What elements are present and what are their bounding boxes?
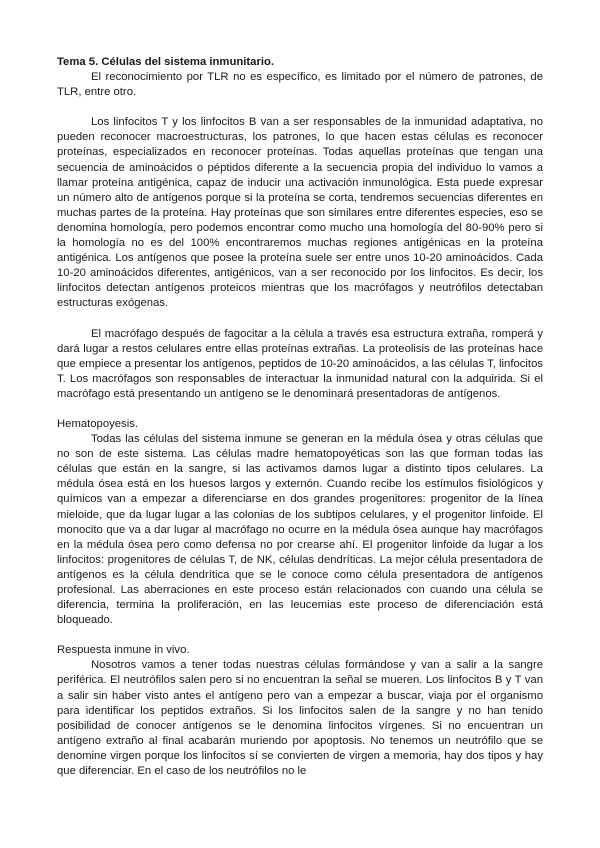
paragraph-hematopoyesis: Todas las células del sistema inmune se generan en la médula ósea y otras células que no son de este sistema. Las células madre hematopoyéticas son las que forman todas las células que están en la sangre, si las activamos damos lugar a distinto tipos celulares. La médula ósea está en los huesos largos y externón. Cuando recibe los estímulos fisiológicos y químicos van a empezar a diferenciarse en dos grandes progenitores: progenitor de la línea mieloide, que da lugar lugar a las colonias de los subtipos celulares, y el progenitor linfoide. El monocito que va a dar lugar al macrófago no ocurre en la médula ósea aunque hay macrófagos en la médula ósea pero como defensa no por crearse ahí. El progenitor linfoide da lugar a los linfocitos: progenitores de células T, de NK, células dendríticas. La mejor célula presentadora de antígenos es la célula dendrítica que se le conoce como célula presentadora de antígenos profesional. Las aberraciones en este proceso están relacionados con cuando una célula se diferencia, termina la proliferación, en las leucemias este proceso de diferenciación está bloqueado. [57, 433, 543, 627]
document-body [57, 55, 543, 779]
paragraph-gap [57, 402, 543, 417]
paragraph-intro: El reconocimiento por TLR no es específico, es limitado por el número de patrones, de TLR, entre otro. [57, 71, 543, 99]
paragraph-respuesta: Nosotros vamos a tener todas nuestras células formándose y van a salir a la sangre periférica. El neutrófilos salen pero si no encuentran la señal se mueren. Los linfocitos B y T van a salir sin haber visto antes el antígeno pero van a empezar a buscar, viaja por el organismo para identificar los peptidos extraños. Si los linfocitos salen de la sangre y no han tenido posibilidad de conocer antígenos se le denomina linfocitos vírgenes. Si no encuentran un antígeno extraño al final acabarán muriendo por apoptosis. No tenemos un neutrófilo que se denomine virgen porque los linfocitos sí se convierten de virgen a memoria, hay dos tipos y hay que diferenciar. En el caso de los neutrófilos no le [57, 659, 543, 778]
section-heading-hematopoyesis: Hematopoyesis. [57, 417, 138, 430]
paragraph-gap [57, 628, 543, 643]
document-title: Tema 5. Células del sistema inmunitario. [57, 56, 275, 68]
paragraph-macrofago: El macrófago después de fagocitar a la célula a través esa estructura extraña, romperá y dará lugar a restos celulares entre ellas proteínas extrañas. La proteolisis de las proteínas hace que empiece a presentar los antígenos, peptidos de 10-20 aminoácidos, a las células T, linfocitos T. Los macrófagos son responsables de interactuar la inmunidad natural con la adquirida. Si el macrófago está presentando un antígeno se le denominará presentadoras de antígenos. [57, 327, 543, 400]
paragraph-linfocitos: Los linfocitos T y los linfocitos B van a ser responsables de la inmunidad adaptativa, no pueden reconocer macroestructuras, los patrones, lo que hacen estas células es reconocer proteínas, especializados en reconocer proteínas. Todas aquellas proteínas que tengan una secuencia de aminoácidos o péptidos diferente a la secuencia propia del individuo lo vamos a llamar proteína antigénica, capaz de inducir una activación inmunológica. Esta puede expresar un número alto de antígenos porque si la proteína se corta, tendremos secuencias diferentes en muchas partes de la proteína. Hay proteínas que son similares entre diferentes especies, eso se denomina homología, pero podemos encontrar como mucho una homología del 80-90% pero si la homología no es del 100% encontraremos muchas regiones antigénicas en la proteína antigénica. Los antígenos que posee la proteína suele ser entre unos 10-20 aminoácidos. Cada 10-20 aminoácidos diferentes, antigénicos, van a ser reconocido por los linfocitos. Es decir, los linfocitos detectan antígenos proteicos mientras que los macrófagos y neutrófilos detectaban estructuras exógenas. [57, 116, 543, 310]
paragraph-gap [57, 100, 543, 115]
paragraph-gap [57, 312, 543, 327]
section-heading-respuesta: Respuesta inmune in vivo. [57, 644, 190, 657]
